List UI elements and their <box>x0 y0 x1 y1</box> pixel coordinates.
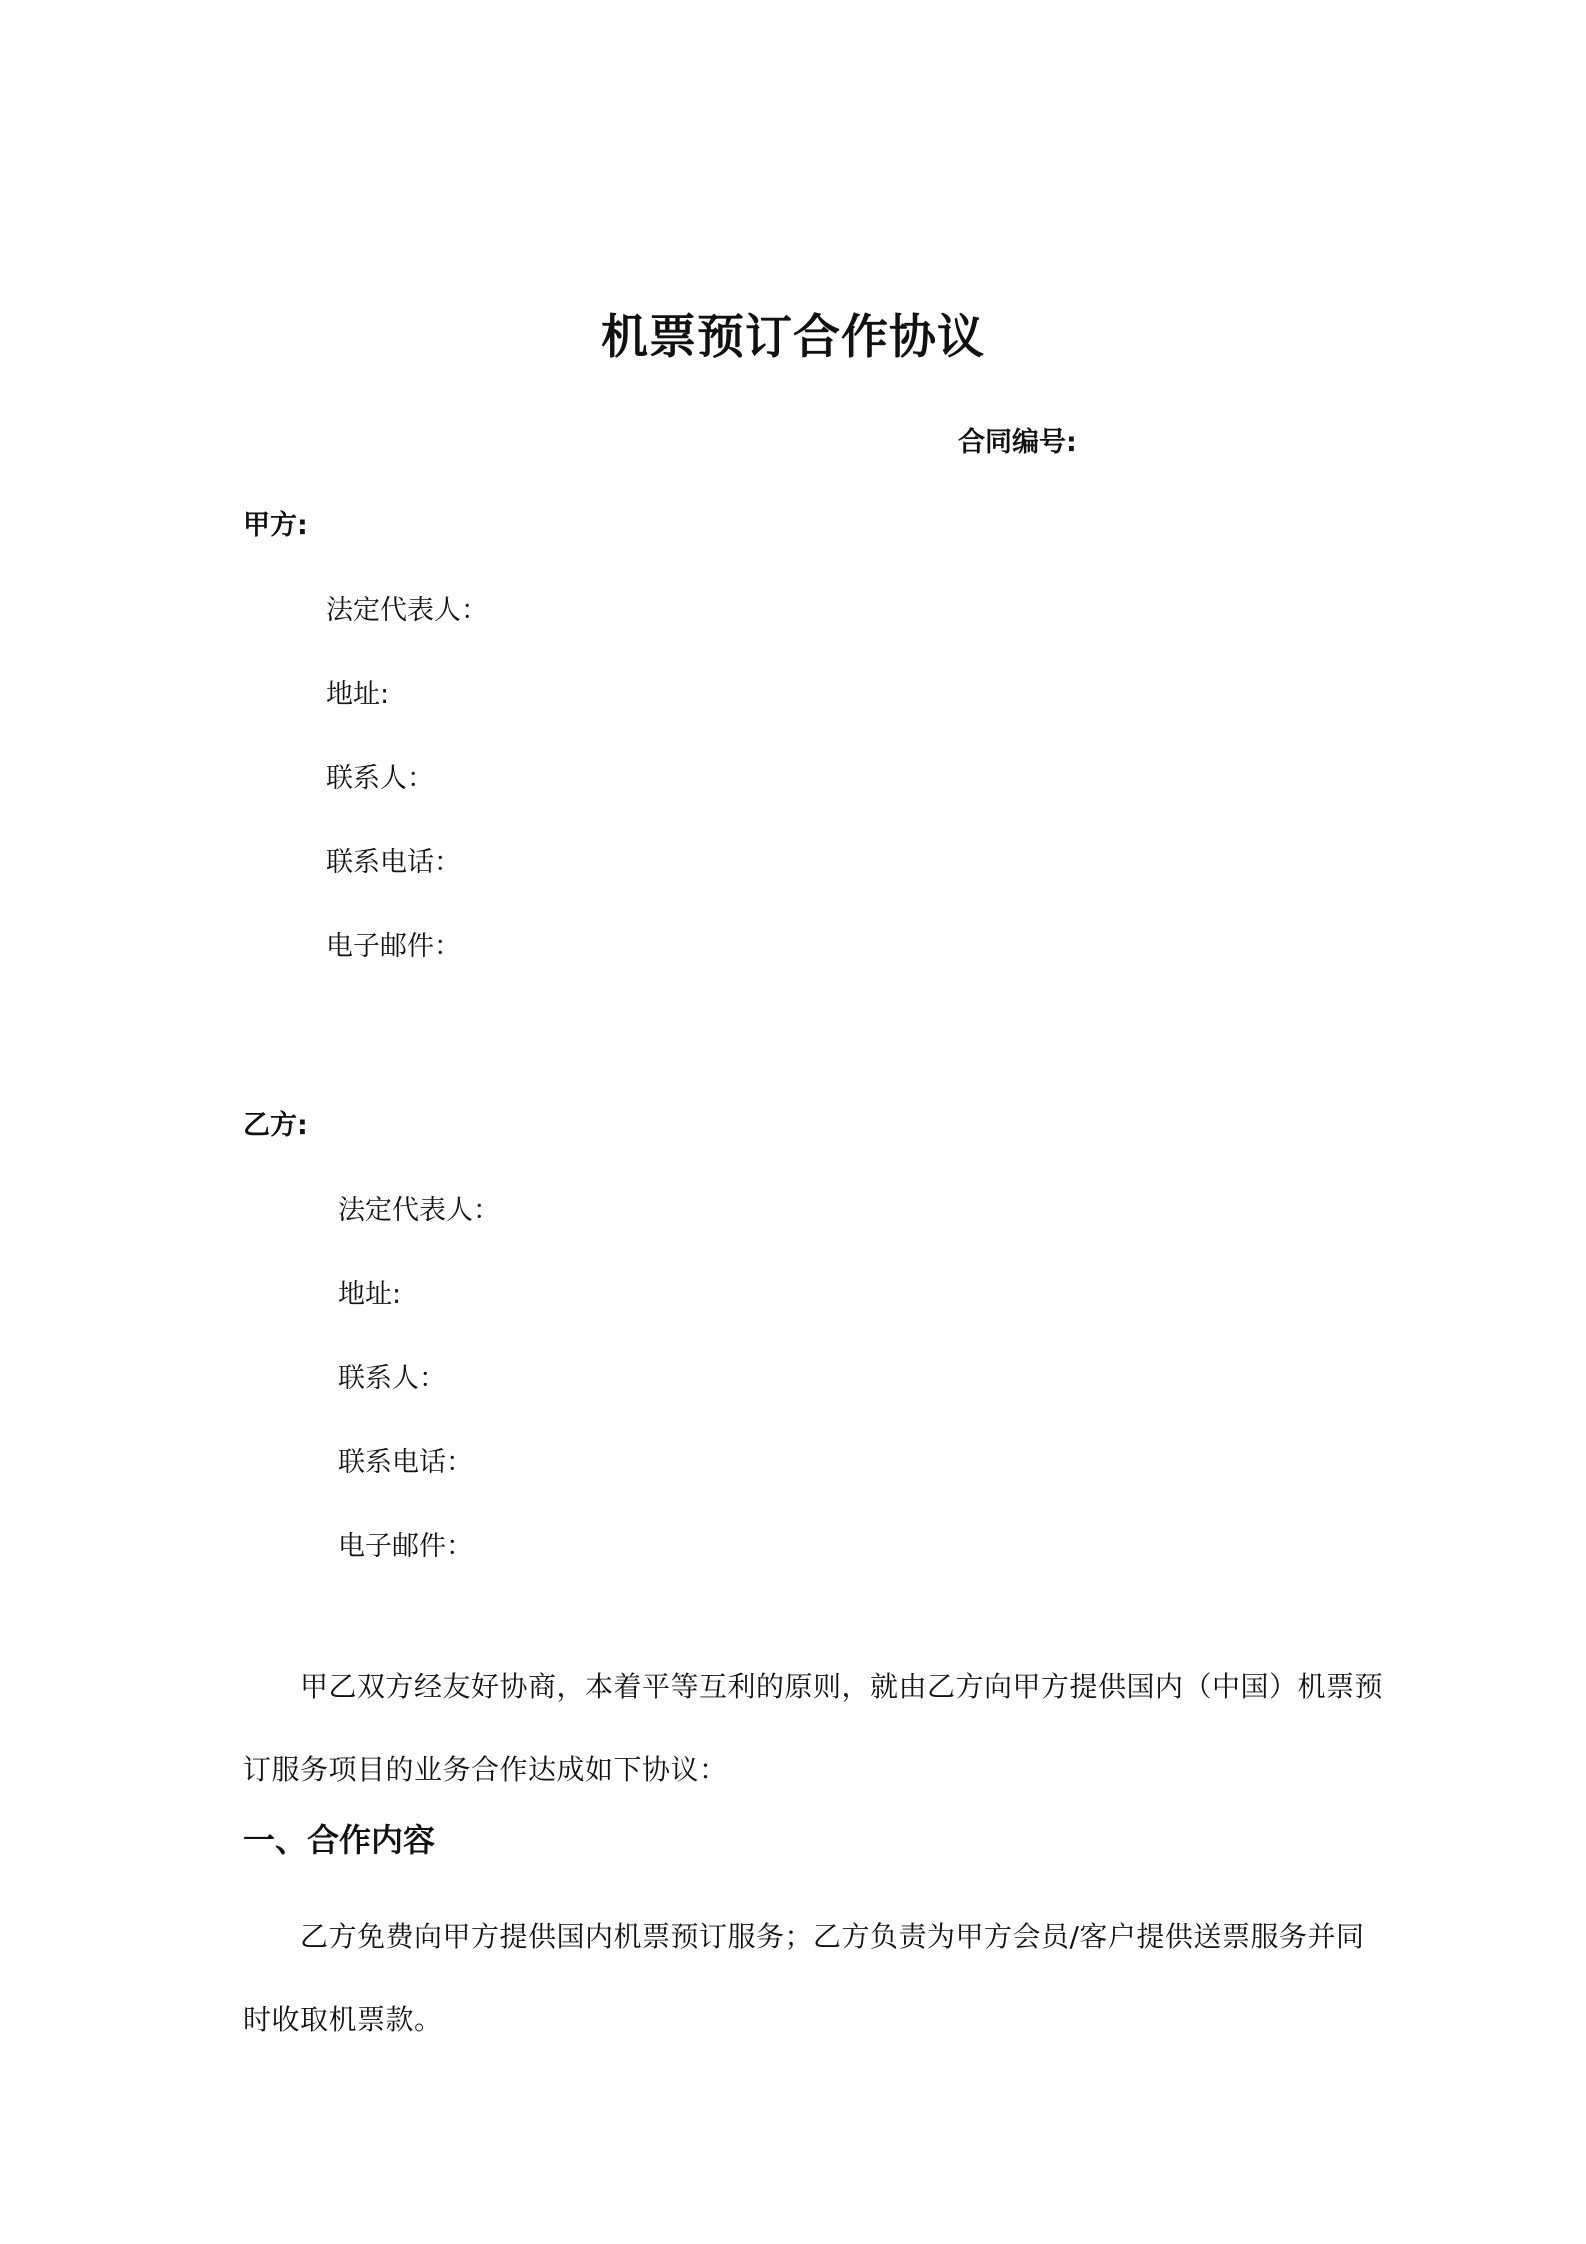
section-1-line-1: 乙方免费向甲方提供国内机票预订服务；乙方负责为甲方会员/客户提供送票服务并同 <box>300 1920 1365 1953</box>
party-b-label: 乙方: <box>243 1110 308 1141</box>
party-b-email: 电子邮件： <box>338 1531 473 1562</box>
party-a-phone: 联系电话： <box>326 847 461 878</box>
party-b-legal-representative: 法定代表人： <box>338 1195 500 1226</box>
document-title: 机票预订合作协议 <box>601 310 985 365</box>
party-a-legal-representative: 法定代表人： <box>326 595 488 626</box>
preamble-line-1: 甲乙双方经友好协商，本着平等互利的原则，就由乙方向甲方提供国内（中国）机票预 <box>300 1670 1384 1703</box>
party-a-label: 甲方: <box>243 510 308 541</box>
party-b-contact-person: 联系人： <box>338 1363 446 1394</box>
contract-number-label: 合同编号: <box>958 427 1077 458</box>
party-a-email: 电子邮件： <box>326 931 461 962</box>
section-1-line-2: 时收取机票款。 <box>243 2003 443 2036</box>
party-a-contact-person: 联系人： <box>326 763 434 794</box>
party-b-address: 地址: <box>338 1279 402 1310</box>
party-a-address: 地址: <box>326 679 390 710</box>
party-b-phone: 联系电话： <box>338 1447 473 1478</box>
section-1-heading: 一、合作内容 <box>243 1821 436 1859</box>
preamble-line-2: 订服务项目的业务合作达成如下协议： <box>243 1753 728 1786</box>
